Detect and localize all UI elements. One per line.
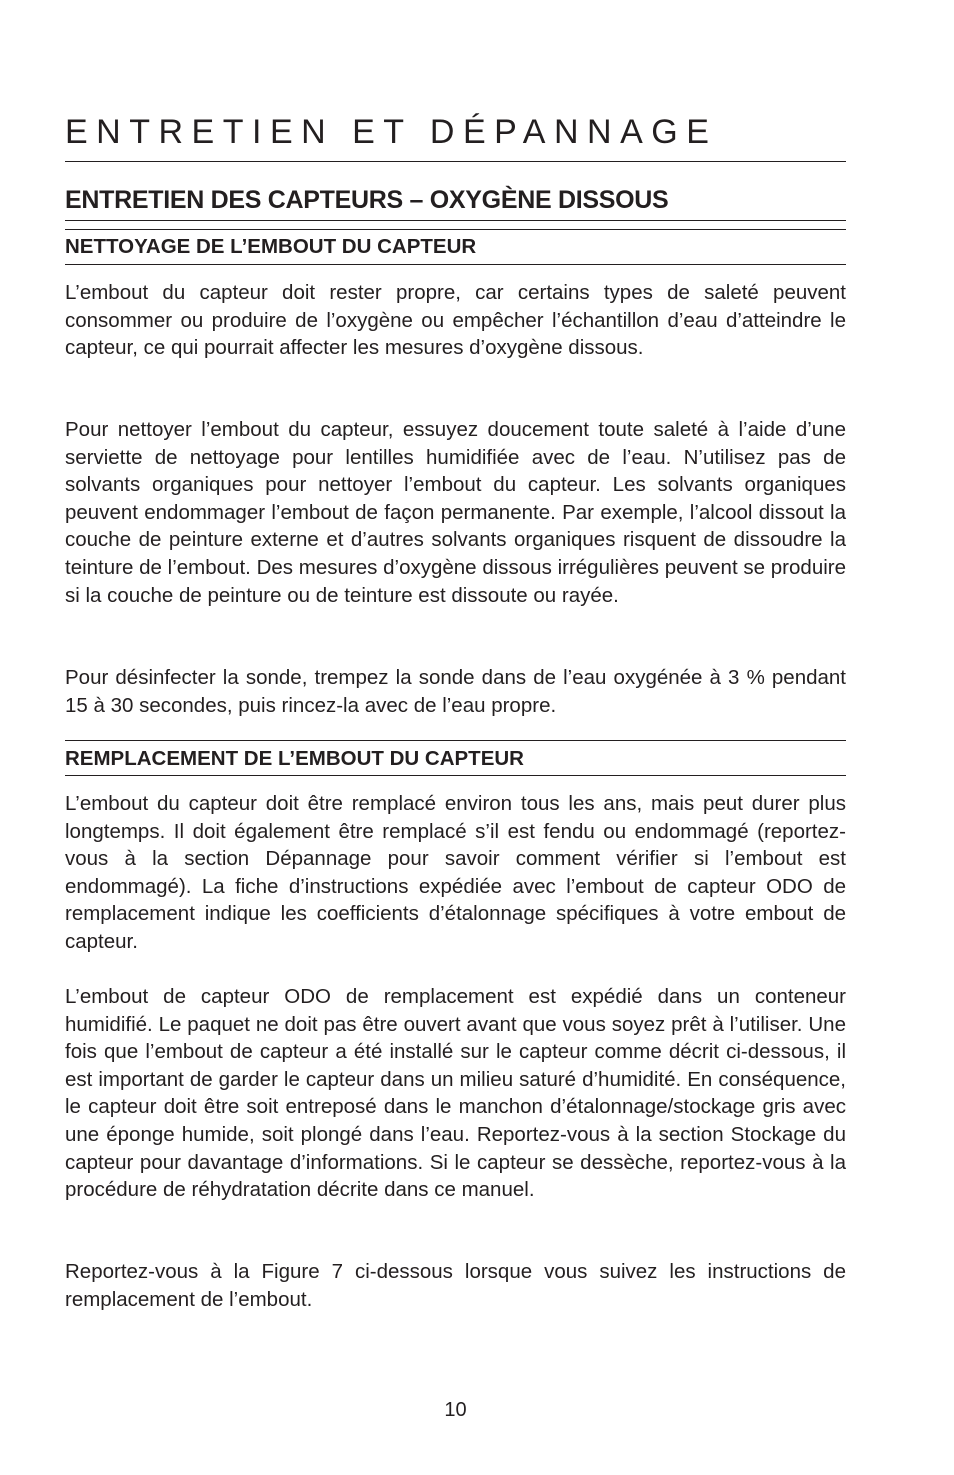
subsection-heading-rule xyxy=(65,775,846,776)
section-title-rule-top xyxy=(65,220,846,221)
subsection-top-rule xyxy=(65,740,846,741)
paragraph: Pour désinfecter la sonde, trempez la sonde dans de l’eau oxygénée à 3 % pendant 15 à 30 secondes, puis rincez-la avec de l’eau propre. xyxy=(65,666,846,717)
paragraph: L’embout du capteur doit être remplacé environ tous les ans, mais peut durer plus longtemps. Il doit également être remplacé s’il est fendu ou endommagé (reportez-vous à la section Dépannage pour savoir comment vérifier si l’embout est endommagé). La fiche d’instructions expédiée avec l’embout de capteur ODO de remplacement indique les coefficients d’étalonnage spécifiques à votre embout de capteur. xyxy=(65,792,846,953)
page-number: 10 xyxy=(444,1399,467,1421)
chapter-title: ENTRETIEN ET DÉPANNAGE xyxy=(65,113,718,151)
chapter-title-rule xyxy=(65,161,846,162)
paragraph: Reportez-vous à la Figure 7 ci-dessous lorsque vous suivez les instructions de remplacement de l’embout. xyxy=(65,1260,846,1311)
subsection-heading-cleaning: NETTOYAGE DE L’EMBOUT DU CAPTEUR xyxy=(65,235,477,258)
paragraph: Pour nettoyer l’embout du capteur, essuyez doucement toute saleté à l’aide d’une serviette de nettoyage pour lentilles humidifiée avec de l’eau. N’utilisez pas de solvants organiques pour nettoyer l’embout du capteur. Les solvants organiques peuvent endommager l’embout de façon permanente. Par exemple, l’alcool dissout la couche de peinture externe et d’autres solvants organiques risquent de dissoudre la teinture de l’embout. Des mesures d’oxygène dissous irrégulières peuvent se produire si la couche de peinture ou de teinture est dissoute ou rayée. xyxy=(65,418,846,607)
paragraph: L’embout du capteur doit rester propre, car certains types de saleté peuvent consommer ou produire de l’oxygène ou empêcher l’échantillon d’eau d’atteindre le capteur, ce qui pourrait affecter les mesures d’oxygène dissous. xyxy=(65,281,846,360)
section-title-rule-bottom xyxy=(65,229,846,230)
paragraph: L’embout de capteur ODO de remplacement est expédié dans un conteneur humidifié. Le paquet ne doit pas être ouvert avant que vous soyez prêt à l’utiliser. Une fois que l’embout de capteur a été installé sur le capteur comme décrit ci-dessous, il est important de garder le capteur dans un milieu saturé d’humidité. En conséquence, le capteur doit être soit entreposé dans le manchon d’étalonnage/stockage gris avec une éponge humide, soit plongé dans l’eau. Reportez-vous à la section Stockage du capteur pour davantage d’informations. Si le capteur se dessèche, reportez-vous à la procédure de réhydratation décrite dans ce manuel. xyxy=(65,985,846,1202)
subsection-heading-replacement: REMPLACEMENT DE L’EMBOUT DU CAPTEUR xyxy=(65,747,524,770)
section-title: ENTRETIEN DES CAPTEURS – OXYGÈNE DISSOUS xyxy=(65,186,669,214)
subsection-heading-rule xyxy=(65,264,846,265)
